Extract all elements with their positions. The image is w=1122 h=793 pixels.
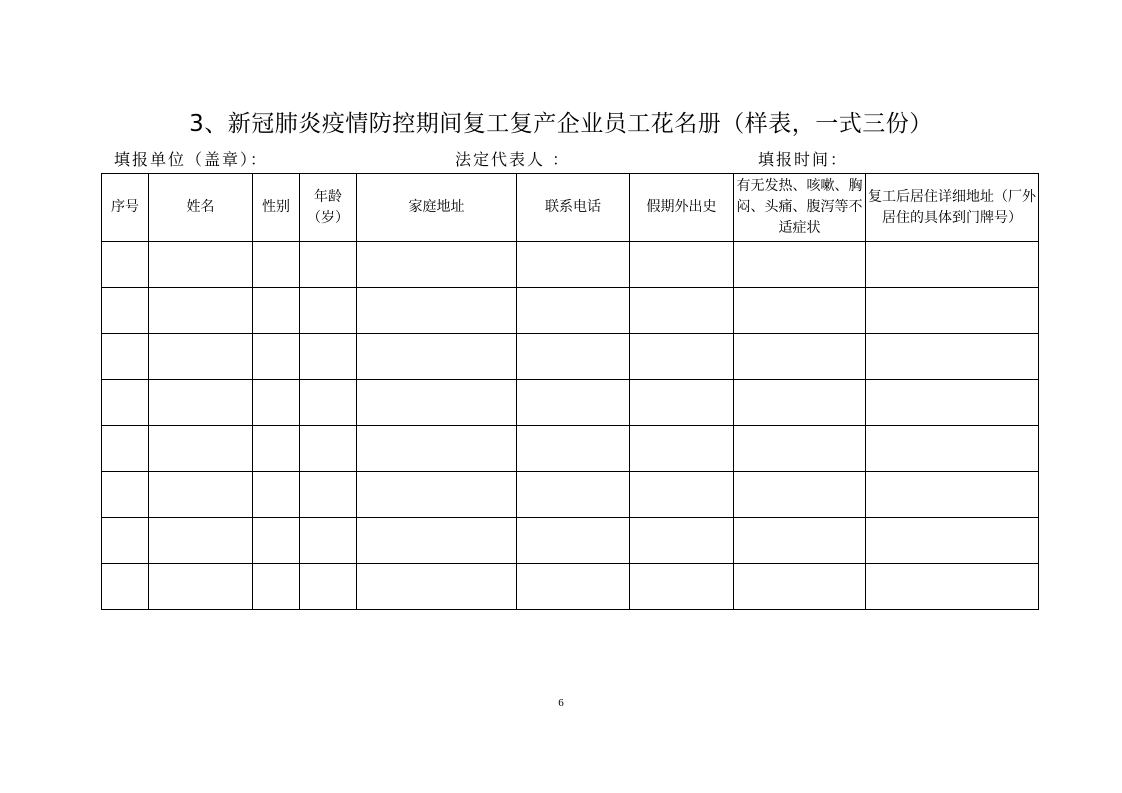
age-cell xyxy=(300,472,357,518)
home-address-cell xyxy=(357,380,517,426)
residence-address-cell xyxy=(866,472,1039,518)
residence-address-cell xyxy=(866,242,1039,288)
home-address-cell xyxy=(357,518,517,564)
header-symptoms: 有无发热、咳嗽、胸闷、头痛、腹泻等不适症状 xyxy=(734,174,866,242)
gender-cell xyxy=(253,334,300,380)
name-cell xyxy=(149,518,253,564)
holiday-travel-cell xyxy=(630,472,734,518)
age-cell xyxy=(300,564,357,610)
symptoms-cell xyxy=(734,242,866,288)
serial-number-cell xyxy=(102,518,149,564)
header-gender: 性别 xyxy=(253,174,300,242)
holiday-travel-cell xyxy=(630,564,734,610)
employee-roster-table xyxy=(101,173,1039,610)
table-row xyxy=(102,564,1039,610)
gender-cell xyxy=(253,472,300,518)
symptoms-cell xyxy=(734,564,866,610)
phone-cell xyxy=(517,564,630,610)
age-cell xyxy=(300,380,357,426)
age-cell xyxy=(300,518,357,564)
document-title: 3、新冠肺炎疫情防控期间复工复产企业员工花名册（样表，一式三份） xyxy=(189,111,933,137)
symptoms-cell xyxy=(734,472,866,518)
table-row xyxy=(102,472,1039,518)
gender-cell xyxy=(253,426,300,472)
gender-cell xyxy=(253,518,300,564)
serial-number-cell xyxy=(102,472,149,518)
symptoms-cell xyxy=(734,426,866,472)
header-holiday-travel: 假期外出史 xyxy=(630,174,734,242)
residence-address-cell xyxy=(866,518,1039,564)
age-cell xyxy=(300,288,357,334)
reporting-time-label: 填报时间： xyxy=(758,150,849,169)
table-row xyxy=(102,334,1039,380)
holiday-travel-cell xyxy=(630,242,734,288)
table-row xyxy=(102,380,1039,426)
holiday-travel-cell xyxy=(630,518,734,564)
gender-cell xyxy=(253,288,300,334)
home-address-cell xyxy=(357,564,517,610)
legal-representative-label: 法定代表人 ： xyxy=(455,150,571,169)
header-residence-address: 复工后居住详细地址（厂外居住的具体到门牌号） xyxy=(866,174,1039,242)
home-address-cell xyxy=(357,472,517,518)
name-cell xyxy=(149,426,253,472)
header-serial-number: 序号 xyxy=(102,174,149,242)
serial-number-cell xyxy=(102,564,149,610)
header-phone: 联系电话 xyxy=(517,174,630,242)
holiday-travel-cell xyxy=(630,380,734,426)
name-cell xyxy=(149,242,253,288)
name-cell xyxy=(149,472,253,518)
residence-address-cell xyxy=(866,564,1039,610)
reporting-unit-label: 填报单位（盖章）： xyxy=(114,150,269,169)
phone-cell xyxy=(517,472,630,518)
residence-address-cell xyxy=(866,380,1039,426)
symptoms-cell xyxy=(734,334,866,380)
phone-cell xyxy=(517,242,630,288)
residence-address-cell xyxy=(866,334,1039,380)
header-home-address: 家庭地址 xyxy=(357,174,517,242)
serial-number-cell xyxy=(102,242,149,288)
phone-cell xyxy=(517,288,630,334)
symptoms-cell xyxy=(734,288,866,334)
home-address-cell xyxy=(357,426,517,472)
serial-number-cell xyxy=(102,288,149,334)
name-cell xyxy=(149,564,253,610)
table-row xyxy=(102,288,1039,334)
age-cell xyxy=(300,242,357,288)
age-cell xyxy=(300,426,357,472)
page-number: 6 xyxy=(558,697,564,709)
header-age: 年龄（岁） xyxy=(300,174,357,242)
phone-cell xyxy=(517,334,630,380)
home-address-cell xyxy=(357,334,517,380)
holiday-travel-cell xyxy=(630,426,734,472)
serial-number-cell xyxy=(102,334,149,380)
symptoms-cell xyxy=(734,380,866,426)
phone-cell xyxy=(517,426,630,472)
symptoms-cell xyxy=(734,518,866,564)
table-header-row xyxy=(102,174,1039,242)
home-address-cell xyxy=(357,288,517,334)
name-cell xyxy=(149,334,253,380)
table-row xyxy=(102,242,1039,288)
residence-address-cell xyxy=(866,426,1039,472)
gender-cell xyxy=(253,564,300,610)
table-row xyxy=(102,426,1039,472)
phone-cell xyxy=(517,380,630,426)
residence-address-cell xyxy=(866,288,1039,334)
name-cell xyxy=(149,288,253,334)
table-row xyxy=(102,518,1039,564)
name-cell xyxy=(149,380,253,426)
serial-number-cell xyxy=(102,426,149,472)
gender-cell xyxy=(253,242,300,288)
home-address-cell xyxy=(357,242,517,288)
holiday-travel-cell xyxy=(630,334,734,380)
holiday-travel-cell xyxy=(630,288,734,334)
age-cell xyxy=(300,334,357,380)
header-name: 姓名 xyxy=(149,174,253,242)
gender-cell xyxy=(253,380,300,426)
phone-cell xyxy=(517,518,630,564)
serial-number-cell xyxy=(102,380,149,426)
